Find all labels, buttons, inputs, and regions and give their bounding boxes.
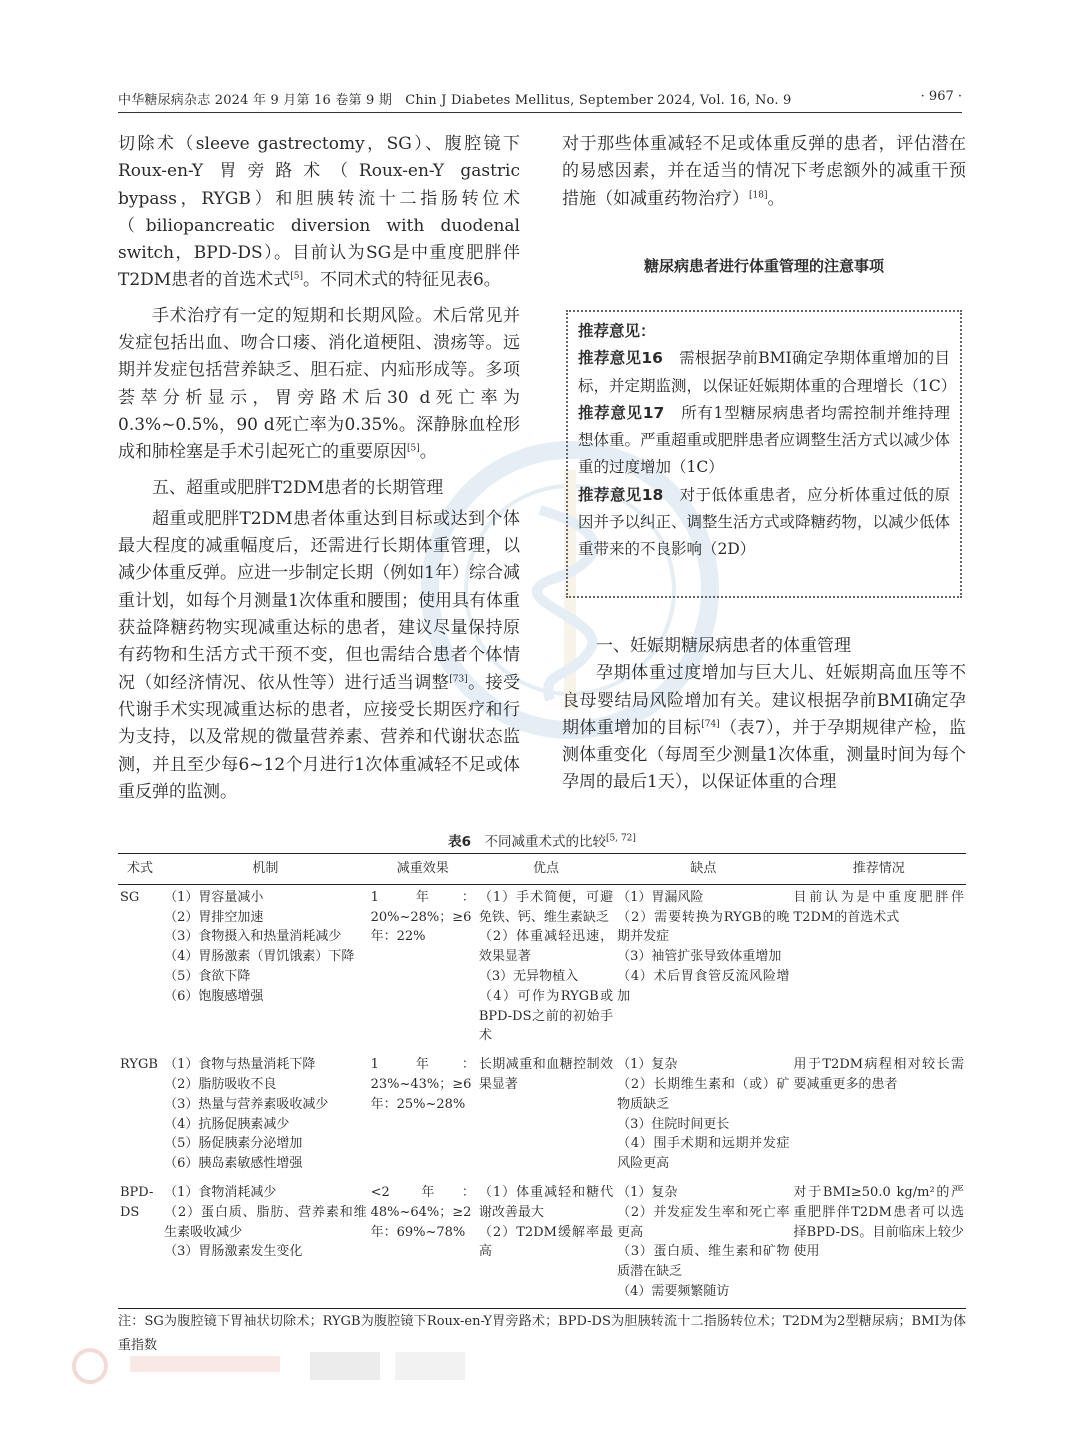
list-item: （2）T2DM缓解率最高	[478, 1224, 614, 1260]
list-item: （2）并发症发生率和死亡率更高	[617, 1204, 790, 1240]
journal-header: 中华糖尿病杂志 2024 年 9 月第 16 卷第 9 期 Chin J Diabetes Mellitus, September 2024, Vol. 16, No. 9	[118, 93, 792, 108]
list-item: （2）体重减轻迅速，效果显著	[478, 929, 614, 965]
table-cell: BPD-DS	[118, 1180, 162, 1308]
paragraph	[118, 303, 520, 467]
table-header-row	[118, 854, 966, 885]
column-header: 机制	[162, 854, 368, 885]
citation: [5, 72]	[605, 833, 636, 844]
recommendation-item	[578, 482, 950, 564]
recommendation-item	[578, 345, 957, 400]
list-item: （1）手术简便，可避免铁、钙、维生素缺乏	[478, 889, 614, 925]
column-header: 缺点	[615, 854, 791, 885]
list-item: （1）复杂	[617, 1057, 678, 1073]
table-cell	[615, 1052, 791, 1180]
list-item: （1）食物与热量消耗下降	[164, 1057, 316, 1073]
list-item: （3）食物摄入和热量消耗减少	[164, 929, 342, 945]
citation: [5]	[290, 271, 303, 282]
table-title	[118, 830, 966, 850]
list-item: （3）袖管扩张导致体重增加	[617, 949, 782, 965]
list-item: （4）抗肠促胰素减少	[164, 1116, 290, 1132]
header-rule	[118, 112, 962, 113]
recommendation-label: 推荐意见17	[578, 403, 665, 422]
recommendation-text: 对于低体重患者，应分析体重过低的原因并予以纠正、调整生活方式或降糖药物，以减少低体重带来的不良影响（2D）	[578, 485, 951, 559]
citation: [74]	[701, 719, 720, 730]
list-item: （2）脂肪吸收不良	[164, 1076, 277, 1092]
table-number: 表6	[448, 834, 471, 850]
column-header: 减重效果	[369, 854, 477, 885]
list-item: （2）胃排空加速	[164, 909, 264, 925]
list-item: （5）食欲下降	[164, 968, 251, 984]
column-header: 推荐情况	[792, 854, 966, 885]
list-item: （2）长期维生素和（或）矿物质缺乏	[617, 1076, 790, 1112]
citation: [73]	[449, 673, 468, 684]
table-cell	[477, 1052, 615, 1180]
table-cell: 对于BMI≥50.0 kg/m²的严重肥胖伴T2DM患者可以选择BPD-DS。目前临床上较少使用	[792, 1180, 966, 1308]
recommendation-text: 所有1型糖尿病患者均需控制并维持理想体重。严重超重或肥胖患者应调整生活方式以减少体重的过度增加（1C）	[578, 403, 951, 477]
recommendation-box	[566, 310, 962, 598]
list-item: （1）胃容量减小	[164, 889, 264, 905]
recommendation-label: 推荐意见16	[578, 349, 663, 368]
list-item: （2）蛋白质、脂肪、营养素和维生素吸收减少	[164, 1204, 367, 1240]
recommendation-item	[578, 400, 950, 482]
table-cell	[615, 884, 791, 1052]
paragraph	[562, 660, 966, 796]
citation: [5]	[407, 443, 420, 454]
list-item: 长期减重和血糖控制效果显著	[478, 1057, 614, 1092]
list-item: （1）食物消耗减少	[164, 1184, 277, 1200]
list-item: （4）术后胃食管反流风险增加	[617, 968, 790, 1004]
list-item: （6）胰岛素敏感性增强	[164, 1156, 303, 1172]
list-item: （3）无异物植入	[478, 968, 579, 984]
paragraph	[118, 131, 520, 295]
text: 超重或肥胖T2DM患者体重达到目标或达到个体最大程度的减重幅度后，还需进行长期体重管理，以减少体重反弹。应进一步制定长期（例如1年）综合减重计划，如每个月测量1次体重和腰围；使用具有体重获益降糖药物实现减重达标的患者，建议尽量保持原有药物和生活方式干预不变，但也需结合患者个体情况（如经济情况、依从性等）进行适当调整	[118, 508, 520, 693]
text: 孕期体重过度增加与巨大儿、妊娠期高血压等不良母婴结局风险增加有关。建议根据孕前BMI确定孕期体重增加的目标	[562, 663, 966, 738]
list-item: （1）体重减轻和糖代谢改善最大	[478, 1184, 614, 1220]
list-item: （2）需要转换为RYGB的晚期并发症	[617, 909, 790, 945]
table-cell: 目前认为是中重度肥胖伴T2DM的首选术式	[793, 889, 964, 925]
table-cell	[615, 1180, 791, 1308]
text: 。	[419, 442, 437, 463]
column-header: 术式	[118, 854, 162, 885]
table-cell: 1 年：23%~43%；≥6 年：25%~28%	[370, 1057, 475, 1112]
list-item: （3）热量与营养素吸收减少	[164, 1096, 329, 1112]
table-cell: SG	[120, 889, 140, 905]
list-item: （1）复杂	[617, 1184, 678, 1200]
text: 。接受代谢手术实现减重达标的患者，应接受长期医疗和行为支持，以及常规的微量营养素、营养和代谢状态监测，并且至少每6~12个月进行1次体重减轻不足或体重反弹的监测。	[118, 672, 521, 802]
list-item: （4）围手术期和远期并发症风险更高	[617, 1136, 790, 1172]
text: 。不同术式的特征见表6。	[302, 270, 501, 291]
list-item: （3）胃肠激素发生变化	[164, 1244, 303, 1260]
table-cell: RYGB	[120, 1057, 158, 1073]
section-title: 糖尿病患者进行体重管理的注意事项	[643, 256, 884, 275]
table-cell	[477, 1180, 615, 1308]
text: 。	[767, 188, 785, 209]
list-item: （4）可作为RYGB或BPD-DS之前的初始手术	[478, 988, 614, 1044]
table-row	[118, 1052, 966, 1180]
page-number: · 967 ·	[920, 89, 962, 104]
table-cell	[477, 884, 615, 1052]
section-heading: 一、妊娠期糖尿病患者的体重管理	[596, 636, 851, 656]
column-header: 优点	[477, 854, 615, 885]
table-cell	[162, 1052, 368, 1180]
list-item: （3）住院时间更长	[617, 1116, 730, 1132]
right-column	[562, 131, 966, 280]
list-item: （1）胃漏风险	[617, 889, 704, 905]
right-column-lower	[562, 633, 966, 797]
left-column	[118, 131, 520, 806]
table-cell: 1 年：20%~28%；≥6 年：22%	[370, 889, 475, 945]
comparison-table	[118, 853, 966, 1309]
list-item: （4）需要频繁随访	[617, 1283, 730, 1299]
section-heading: 五、超重或肥胖T2DM患者的长期管理	[152, 477, 444, 498]
table-cell	[162, 884, 368, 1052]
recommendation-label: 推荐意见18	[578, 485, 664, 504]
text: 对于那些体重减轻不足或体重反弹的患者，评估潜在的易感因素，并在适当的情况下考虑额外的减重干预措施（如减重药物治疗）	[562, 134, 966, 209]
table-row	[118, 1180, 966, 1308]
recommendation-text: 需根据孕前BMI确定孕期体重增加的目标，并定期监测，以保证妊娠期体重的合理增长（1C）	[578, 349, 957, 395]
text: 手术治疗有一定的短期和长期风险。术后常见并发症包括出血、吻合口瘘、消化道梗阻、溃疡等。远期并发症包括营养缺乏、胆石症、内疝形成等。多项荟萃分析显示，胃旁路术后30 d死亡率为0.3%~0.5%，90 d死亡率为0.35%。深静脉血栓形成和肺栓塞是手术引起死亡的重要原因	[118, 305, 520, 463]
paragraph	[118, 506, 520, 806]
list-item: （3）蛋白质、维生素和矿物质潜在缺乏	[617, 1244, 790, 1280]
citation: [18]	[749, 189, 768, 200]
table-cell: <2 年：48%~64%；≥2 年：69%~78%	[369, 1180, 477, 1308]
list-item: （4）胃肠激素（胃饥饿素）下降	[164, 949, 355, 965]
table-row	[118, 884, 966, 1052]
table-caption: 不同减重术式的比较	[484, 834, 606, 850]
table-note: 注：SG为腹腔镜下胃袖状切除术；RYGB为腹腔镜下Roux-en-Y胃旁路术；BPD-DS为胆胰转流十二指肠转位术；T2DM为2型糖尿病；BMI为体重指数	[118, 1314, 966, 1353]
text: （表7），并于孕期规律产检，监测体重变化（每周至少测量1次体重，测量时间为每个孕周的最后1天），以保证体重的合理	[562, 717, 966, 793]
list-item: （5）肠促胰素分泌增加	[164, 1136, 303, 1152]
text: 切除术（sleeve gastrectomy，SG）、腹腔镜下 Roux-en-Y 胃旁路术（Roux-en-Y gastric bypass，RYGB）和胆胰转流十二指肠转位术（biliopancreatic diversion with duodenal switch，BPD-DS）。目前认为SG是中重度肥胖伴T2DM患者的首选术式	[118, 134, 520, 291]
paragraph	[562, 131, 966, 213]
list-item: （6）饱腹感增强	[164, 988, 264, 1004]
table-cell	[162, 1180, 368, 1308]
recommendation-heading: 推荐意见：	[578, 322, 656, 340]
table-cell: 用于T2DM病程相对较长需要减重更多的患者	[793, 1057, 964, 1092]
